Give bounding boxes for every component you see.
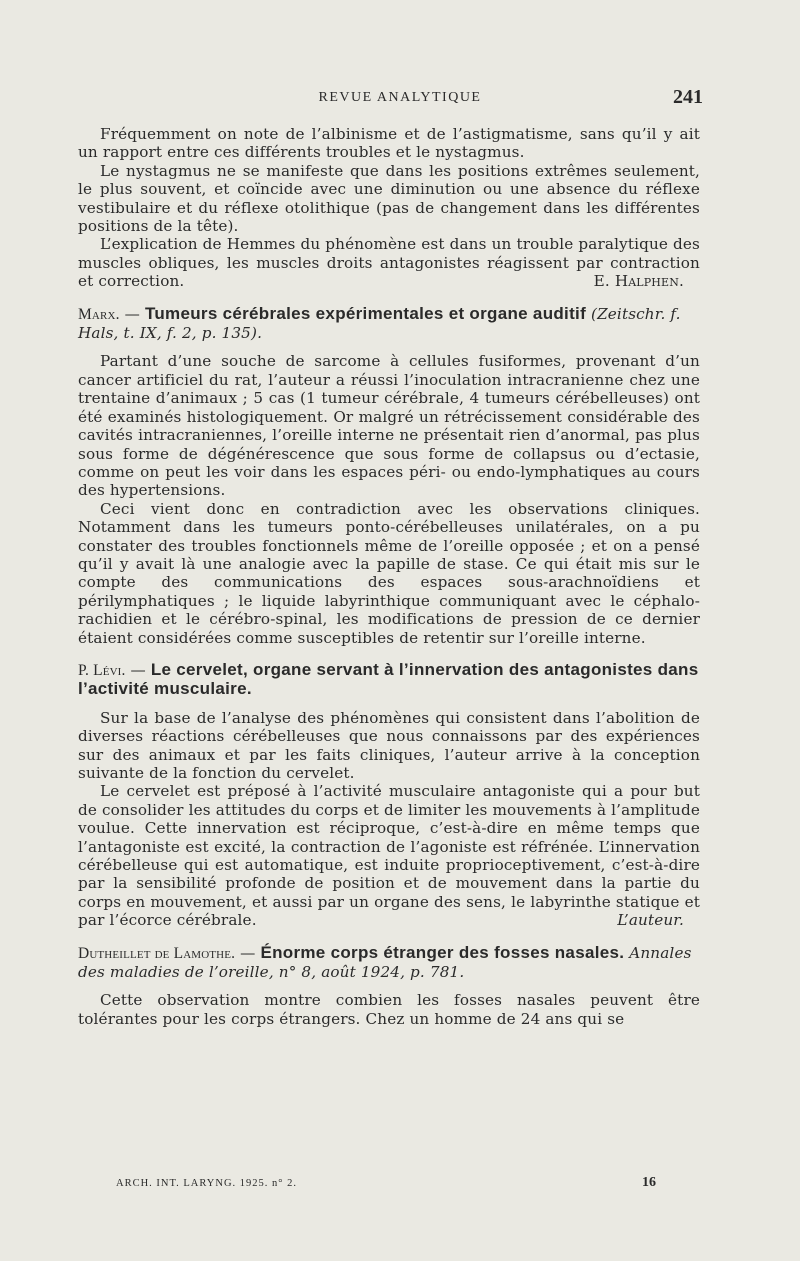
entry-author: P. Lévi. bbox=[78, 661, 126, 679]
paragraph: Fréquemment on note de l’albinisme et de l’astigmatisme, sans qu’il y ait un rapport entre ces différents troubles et le nystagmus. bbox=[78, 125, 700, 162]
signature-mark: 16 bbox=[642, 1175, 656, 1190]
paragraph: Partant d’une souche de sarcome à cellules fusiformes, provenant d’un cancer artificiel du rat, l’auteur a réussi l’inoculation intracranienne chez une trentaine d’animaux ; 5 cas (1 tumeur cérébrale, 4 tumeurs cérébelleuses) ont été examinés histologiquement. Or malgré un rétrécissement considérable des cavités intracraniennes, l’oreille interne ne présentait rien d’anormal, pas plus sous forme de dégénérescence que sous forme de collapsus ou d’ectasie, comme on peut les voir dans les espaces péri- ou endo-lymphatiques au cours des hypertensions. bbox=[78, 352, 700, 500]
entry-body bbox=[78, 991, 700, 1028]
paragraph: Ceci vient donc en contradiction avec les observations cliniques. Notamment dans les tumeurs ponto-cérébelleuses unilatérales, on a pu constater des troubles fonctionnels même de l’oreille opposée ; et on a pensé qu’il y avait là une analogie avec la papille de stase. Ce qui était mis sur le compte des communications des espaces sous-arachnoïdiens et périlymphatiques ; le liquide labyrinthique communiquant avec le céphalo-rachidien et le cérébro-spinal, les modifications de pression de ce dernier étaient considérées comme susceptibles de retentir sur l’oreille interne. bbox=[78, 499, 700, 647]
entry-heading: P. Lévi. — Le cervelet, organe servant à l’innervation des antagonistes dans l’activité musculaire. bbox=[78, 659, 699, 699]
paragraph bbox=[78, 782, 700, 929]
page-number: 241 bbox=[673, 86, 703, 108]
reviewer-signature: E. Halphen. bbox=[593, 272, 684, 291]
entry-source: Annales des maladies de l’oreille, n° 8, août 1924, p. 781. bbox=[78, 943, 692, 982]
review-entry-levi bbox=[78, 661, 700, 930]
reviewer-signature: L’auteur. bbox=[617, 911, 684, 930]
article-body bbox=[78, 125, 700, 1028]
page-footer bbox=[116, 1177, 656, 1195]
previous-review-continuation bbox=[78, 125, 700, 291]
entry-title: Énorme corps étranger des fosses nasales. bbox=[260, 942, 625, 962]
paragraph-text: L’explication de Hemmes du phénomène est dans un trouble paralytique des muscles obliques, les muscles droits antagonistes réagissent par contraction et correction. bbox=[78, 235, 700, 291]
entry-body bbox=[78, 352, 700, 647]
entry-author: Marx. bbox=[78, 305, 120, 323]
entry-title: Tumeurs cérébrales expérimentales et organe auditif bbox=[144, 303, 587, 323]
paragraph bbox=[78, 235, 700, 290]
entry-heading: Marx. — Tumeurs cérébrales expérimentales et organe auditif (Zeitschr. f. Hals, t. IX, f. 2, p. 135). bbox=[78, 303, 681, 343]
paragraph: Le nystagmus ne se manifeste que dans les positions extrêmes seulement, le plus souvent, et coïncide avec une diminution ou une absence du réflexe vestibulaire et du réflexe otolithique (pas de changement dans les différentes positions de la tête). bbox=[78, 161, 700, 236]
review-entry-marx bbox=[78, 305, 700, 647]
paragraph: Cette observation montre combien les fosses nasales peuvent être tolérantes pour les corps étrangers. Chez un homme de 24 ans qui se bbox=[78, 991, 700, 1028]
entry-body bbox=[78, 709, 700, 930]
paragraph: Sur la base de l’analyse des phénomènes qui consistent dans l’abolition de diverses réactions cérébelleuses que nous connaissons par des expériences sur des animaux et par les faits cliniques, l’auteur arrive à la conception suivante de la fonction du cervelet. bbox=[78, 708, 700, 782]
entry-author: Dutheillet de Lamothe. bbox=[78, 944, 236, 962]
review-entry-dutheillet bbox=[78, 944, 700, 1029]
running-title: REVUE ANALYTIQUE bbox=[318, 90, 482, 105]
paragraph-text: Le cervelet est préposé à l’activité musculaire antagoniste qui a pour but de consolider les attitudes du corps et de limiter les mouvements à l’amplitude voulue. Cette innervation est réciproque, c’est-à-dire en même temps que l’antagoniste est excité, la contraction de l’agoniste est réfrénée. L’innervation cérébelleuse qui est automatique, est induite proprioceptivement, c’est-à-dire par la sensibilité profonde de position et de mouvement dans la partie du corps en mouvement, et aussi par un organe des sens, le labyrinthe statique et par l’écorce cérébrale. bbox=[78, 782, 700, 930]
page-header bbox=[0, 88, 800, 110]
entry-title: Le cervelet, organe servant à l’innervation des antagonistes dans l’activité musculaire. bbox=[78, 659, 699, 699]
entry-source: (Zeitschr. f. Hals, t. IX, f. 2, p. 135). bbox=[78, 304, 681, 343]
entry-heading: Dutheillet de Lamothe. — Énorme corps étranger des fosses nasales. Annales des maladies de l’oreille, n° 8, août 1924, p. 781. bbox=[78, 942, 692, 982]
journal-reference: ARCH. INT. LARYNG. 1925. n° 2. bbox=[116, 1178, 298, 1189]
